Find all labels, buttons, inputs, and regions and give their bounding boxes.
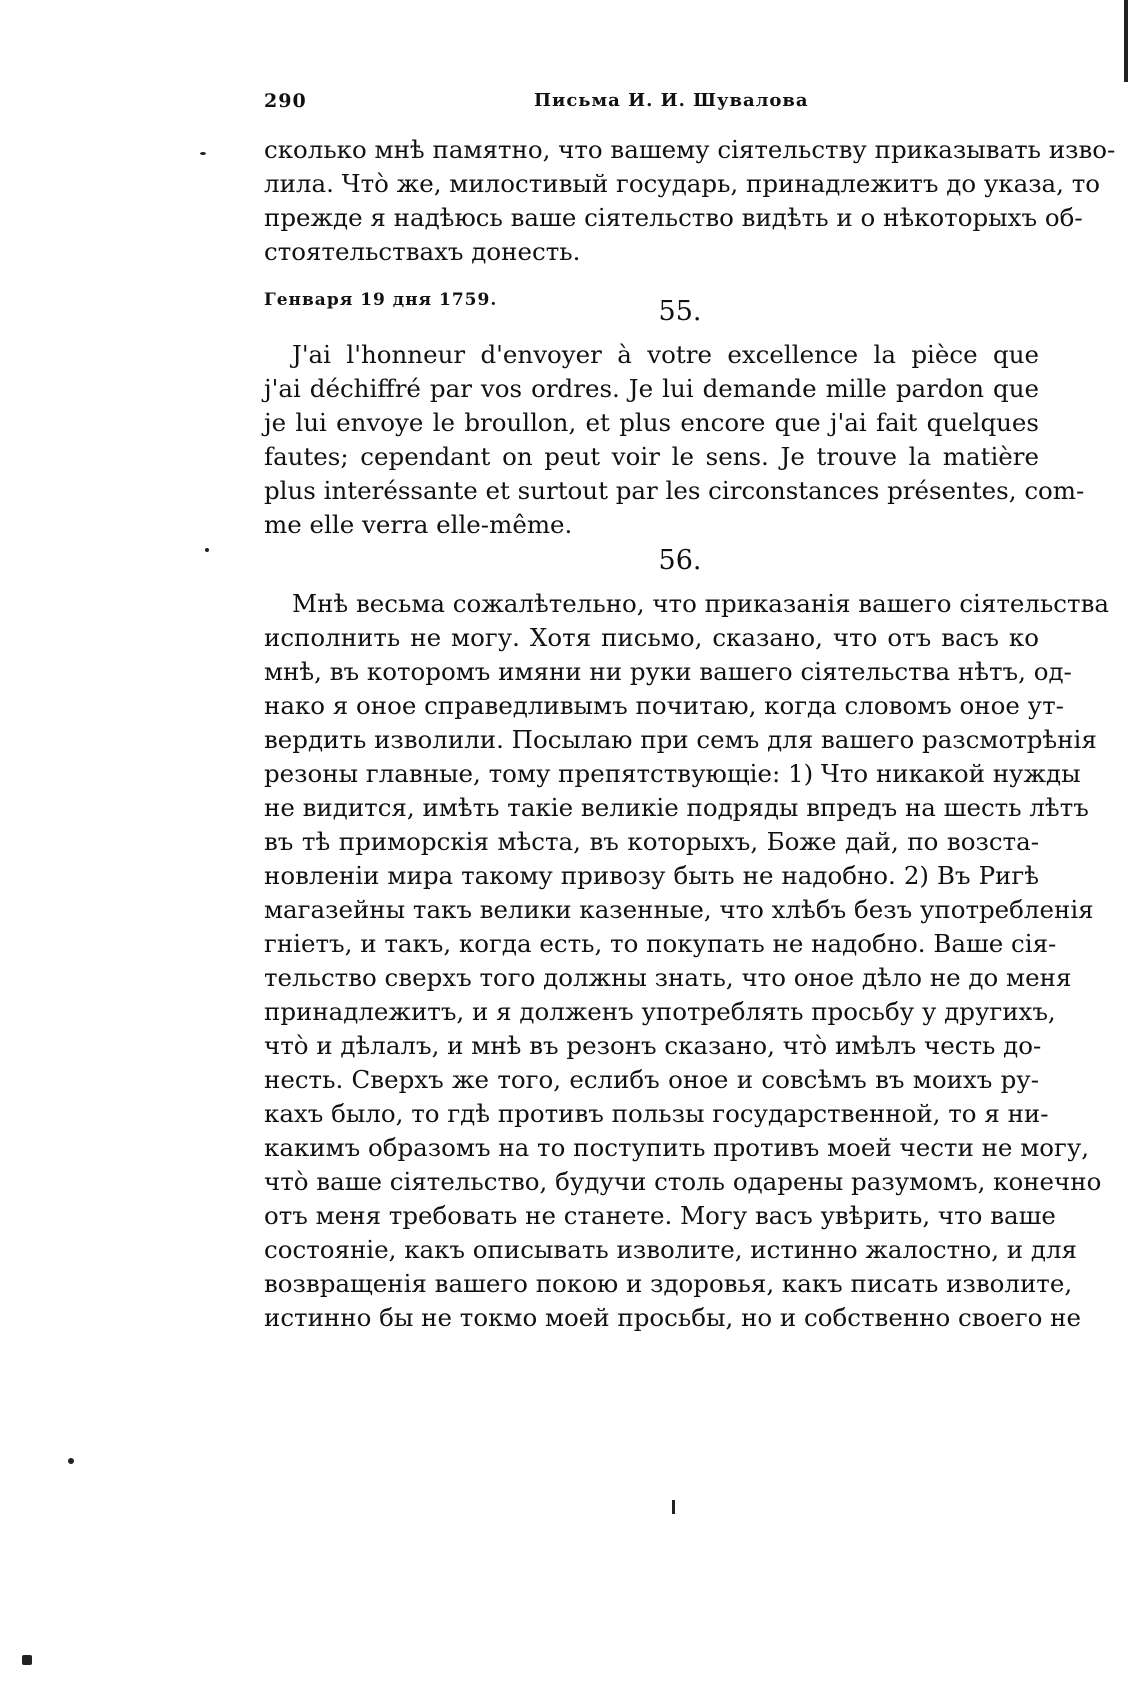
text-line: стоятельствахъ донесть.	[264, 237, 581, 266]
text-line: мнѣ, въ которомъ имяни ни руки вашего сіятельства нѣтъ, од-	[264, 657, 1072, 686]
text-line: je lui envoye le broullon, et plus encore que j'ai fait quelques	[264, 408, 1039, 437]
scan-speck	[68, 1458, 74, 1464]
letter-number-55-label: 55.	[658, 296, 702, 327]
page-number: 290	[264, 90, 307, 112]
letter-number-56	[0, 545, 1140, 576]
text-line: сколько мнѣ памятно, что вашему сіятельству приказывать изво-	[264, 135, 1116, 164]
letter-number-56-label: 56.	[658, 545, 702, 576]
text-line: лила. Чтò же, милостивый государь, принадлежитъ до указа, то	[264, 169, 1101, 198]
text-line: кахъ было, то гдѣ противъ пользы государственной, то я ни-	[264, 1099, 1049, 1128]
text-line: не видится, имѣть такіе великіе подряды впредъ на шесть лѣтъ	[264, 793, 1089, 822]
text-line: тельство сверхъ того должны знать, что оное дѣло не до меня	[264, 963, 1072, 992]
text-line: возвращенія вашего покою и здоровья, какъ писать изволите,	[264, 1269, 1073, 1298]
text-line: нако я оное справедливымъ почитаю, когда словомъ оное ут-	[264, 691, 1064, 720]
page-header	[264, 90, 1039, 120]
text-line: вердить изволили. Посылаю при семъ для вашего разсмотрѣнія	[264, 725, 1097, 754]
text-line: какимъ образомъ на то поступить противъ моей чести не могу,	[264, 1133, 1090, 1162]
page-edge-shadow	[1124, 0, 1128, 82]
text-line: исполнить не могу. Хотя письмо, сказано, что отъ васъ ко	[264, 623, 1039, 652]
text-line: истинно бы не токмо моей просьбы, но и собственно своего не	[264, 1303, 1082, 1332]
text-line: fautes; cependant on peut voir le sens. Je trouve la matière	[264, 442, 1039, 471]
text-line: въ тѣ приморскія мѣста, въ которыхъ, Боже дай, по возста-	[264, 827, 1039, 856]
running-title: Письма И. И. Шувалова	[534, 90, 809, 111]
text-line: магазейны такъ велики казенные, что хлѣбъ безъ употребленія	[264, 895, 1094, 924]
text-line: me elle verra elle-même.	[264, 510, 573, 539]
text-line: прежде я надѣюсь ваше сіятельство видѣть и о нѣкоторыхъ об-	[264, 203, 1083, 232]
scan-speck	[22, 1655, 32, 1665]
text-line: состояніе, какъ описывать изволите, истинно жалостно, и для	[264, 1235, 1078, 1264]
text-line: Мнѣ весьма сожалѣтельно, что приказанія вашего сіятельства	[292, 589, 1109, 618]
scan-speck	[205, 548, 209, 552]
text-line: чтò и дѣлалъ, и мнѣ въ резонъ сказано, чтò имѣлъ честь до-	[264, 1031, 1042, 1060]
letter-56-paragraph	[264, 587, 1109, 1335]
footer-mark	[672, 1500, 675, 1514]
text-line: принадлежитъ, и я долженъ употреблять просьбу у другихъ,	[264, 997, 1056, 1026]
text-line: несть. Сверхъ же того, еслибъ оное и совсѣмъ въ моихъ ру-	[264, 1065, 1039, 1094]
letter-continuation-paragraph	[264, 133, 1116, 269]
text-line: новленіи мира такому привозу быть не надобно. 2) Въ Ригѣ	[264, 861, 1039, 890]
text-line: отъ меня требовать не станете. Могу васъ увѣрить, что ваше	[264, 1201, 1056, 1230]
scan-speck	[200, 152, 206, 155]
text-line: J'ai l'honneur d'envoyer à votre excellence la pièce que	[292, 340, 1039, 369]
letter-55-paragraph	[264, 338, 1085, 542]
text-line: j'ai déchiffré par vos ordres. Je lui demande mille pardon que	[264, 374, 1039, 403]
letter-date: Генваря 19 дня 1759.	[264, 290, 498, 310]
text-line: чтò ваше сіятельство, будучи столь одарены разумомъ, конечно	[264, 1167, 1102, 1196]
letter-number-55	[0, 296, 1140, 327]
text-line: резоны главные, тому препятствующіе: 1) Что никакой нужды	[264, 759, 1081, 788]
text-line: plus interéssante et surtout par les circonstances présentes, com-	[264, 476, 1085, 505]
text-line: гніетъ, и такъ, когда есть, то покупать не надобно. Ваше сія-	[264, 929, 1057, 958]
